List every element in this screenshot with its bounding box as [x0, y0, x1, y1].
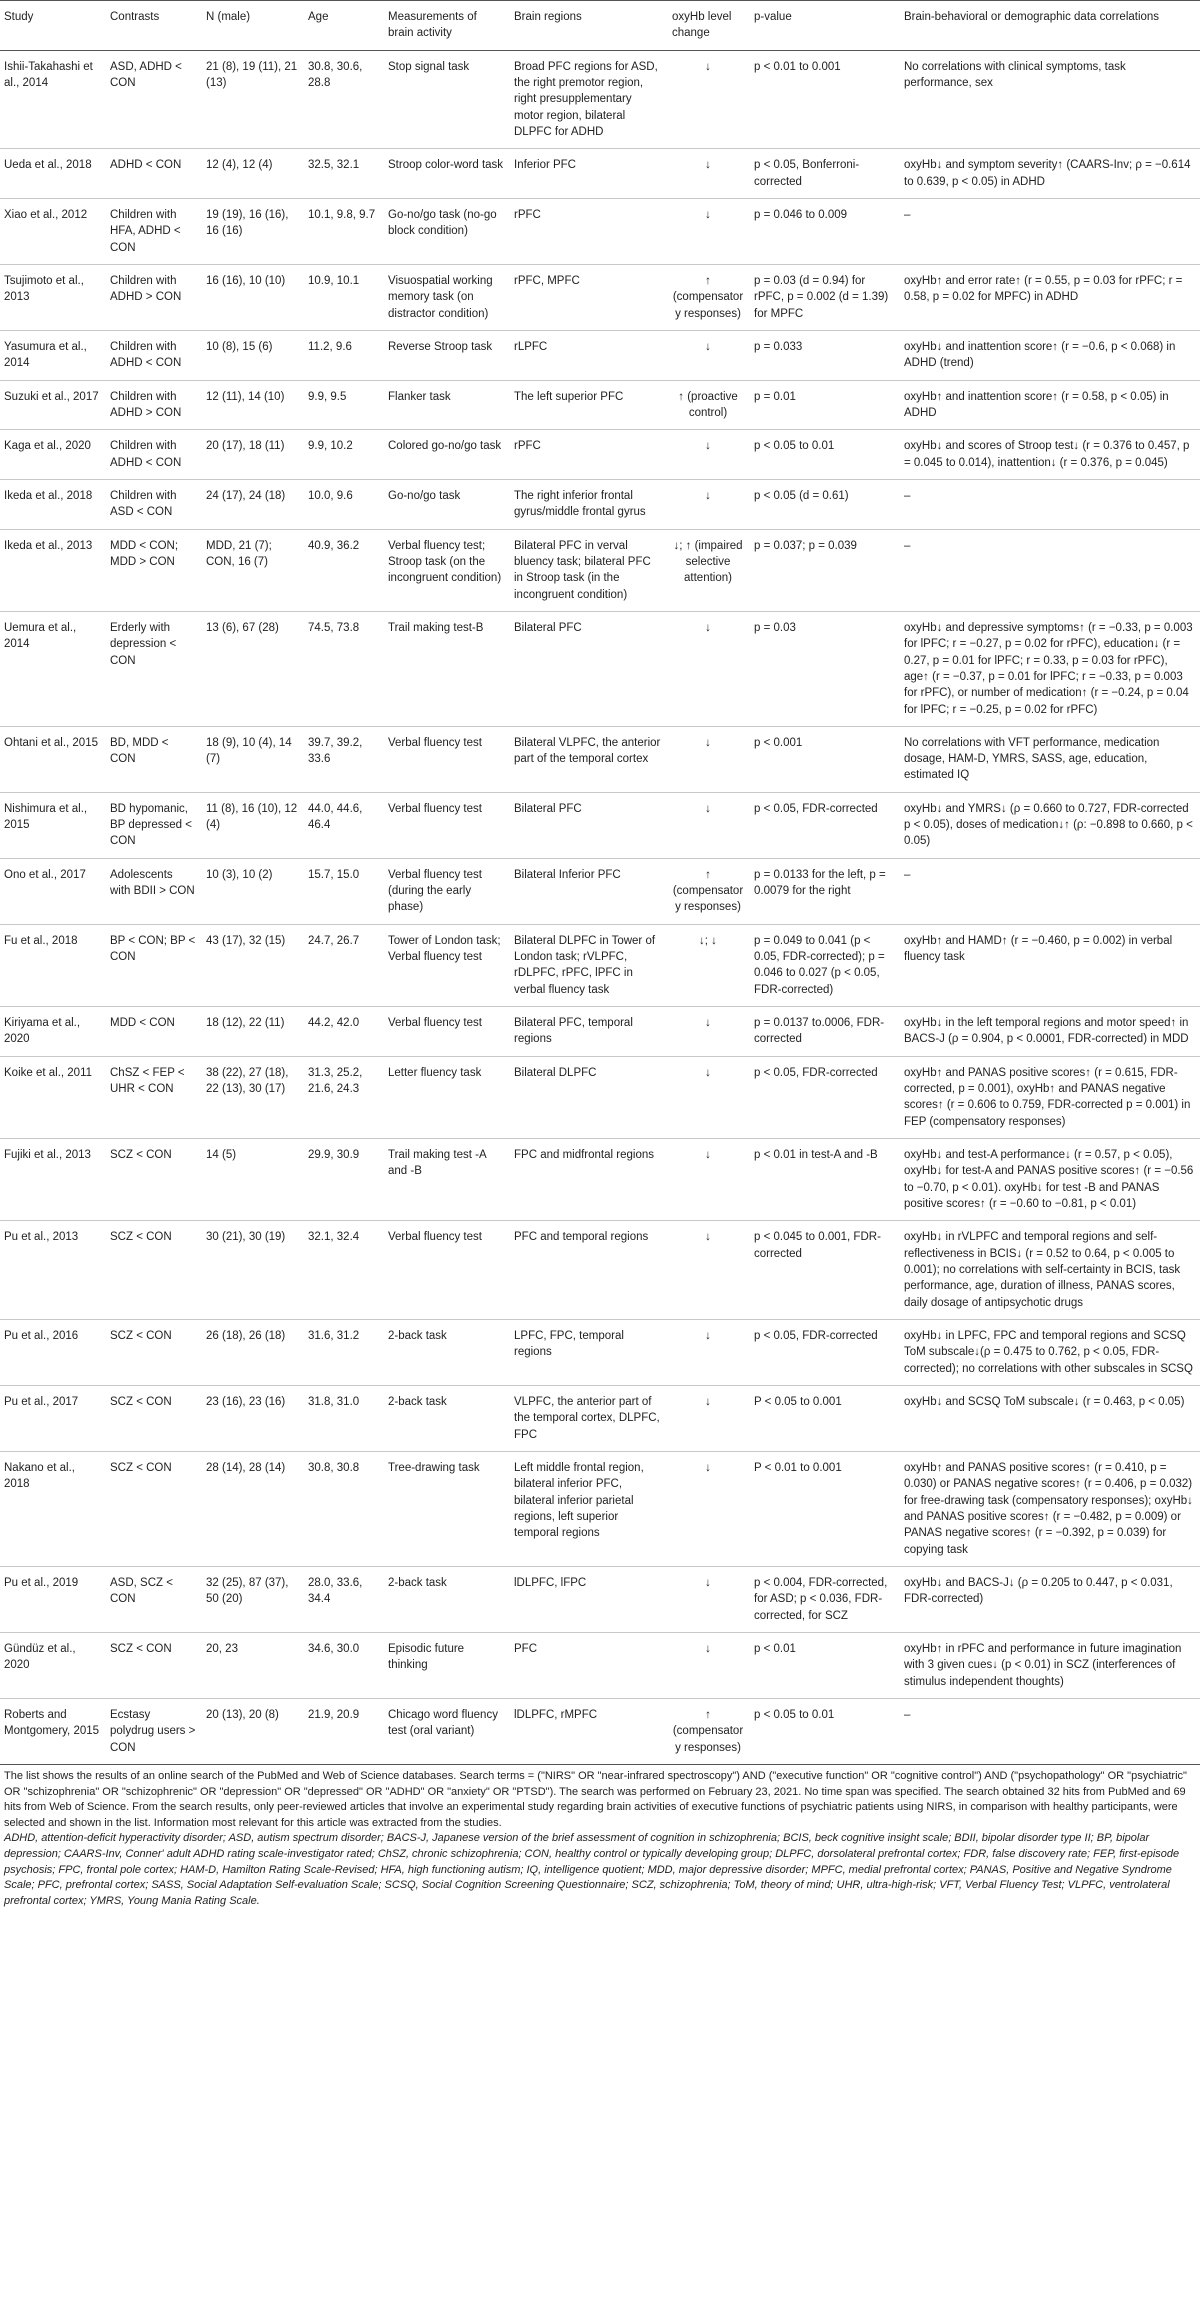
table-row: [0, 1632, 1200, 1698]
cell-n-male: 18 (12), 22 (11): [202, 1007, 304, 1057]
cell-n-male: 30 (21), 30 (19): [202, 1221, 304, 1320]
cell-p-value: P < 0.05 to 0.001: [750, 1386, 900, 1452]
cell-contrasts: Children with ASD < CON: [106, 479, 202, 529]
cell-correlations: oxyHb↑ and inattention score↑ (r = 0.58, p < 0.05) in ADHD: [900, 380, 1200, 430]
cell-p-value: p = 0.03: [750, 611, 900, 726]
cell-age: 30.8, 30.6, 28.8: [304, 50, 384, 149]
cell-p-value: p < 0.045 to 0.001, FDR-corrected: [750, 1221, 900, 1320]
cell-n-male: 26 (18), 26 (18): [202, 1320, 304, 1386]
cell-measurement: Stroop color-word task: [384, 149, 510, 199]
cell-correlations: oxyHb↑ and error rate↑ (r = 0.55, p = 0.03 for rPFC; r = 0.58, p = 0.02 for MPFC) in ADHD: [900, 264, 1200, 330]
cell-correlations: oxyHb↓ and inattention score↑ (r = −0.6, p < 0.068) in ADHD (trend): [900, 330, 1200, 380]
cell-age: 21.9, 20.9: [304, 1698, 384, 1764]
cell-brain-regions: Inferior PFC: [510, 149, 668, 199]
cell-contrasts: SCZ < CON: [106, 1451, 202, 1566]
cell-study: Kaga et al., 2020: [0, 430, 106, 480]
cell-brain-regions: rPFC, MPFC: [510, 264, 668, 330]
cell-correlations: oxyHb↓ in rVLPFC and temporal regions and self-reflectiveness in BCIS↓ (r = 0.52 to 0.64, p < 0.005 to 0.001); no correlations with self-certainty in BCIS, task performance, age, duration of illness, PANAS scores, daily dosage of antipsychotic drugs: [900, 1221, 1200, 1320]
header-correlations: Brain-behavioral or demographic data correlations: [900, 1, 1200, 51]
cell-oxyhb: ↑ (compensatory responses): [668, 264, 750, 330]
cell-p-value: p = 0.049 to 0.041 (p < 0.05, FDR-corrected); p = 0.046 to 0.027 (p < 0.05, FDR-corrected): [750, 924, 900, 1006]
table-row: [0, 1698, 1200, 1764]
cell-p-value: p = 0.037; p = 0.039: [750, 529, 900, 611]
cell-measurement: Go-no/go task: [384, 479, 510, 529]
cell-brain-regions: Bilateral PFC in verval bluency task; bilateral PFC in Stroop task (in the incongruent condition): [510, 529, 668, 611]
cell-p-value: p < 0.05, FDR-corrected: [750, 1320, 900, 1386]
cell-n-male: 20 (17), 18 (11): [202, 430, 304, 480]
cell-brain-regions: lDLPFC, lFPC: [510, 1566, 668, 1632]
cell-study: Gündüz et al., 2020: [0, 1632, 106, 1698]
cell-age: 34.6, 30.0: [304, 1632, 384, 1698]
cell-correlations: No correlations with clinical symptoms, task performance, sex: [900, 50, 1200, 149]
cell-contrasts: Children with ADHD > CON: [106, 264, 202, 330]
cell-brain-regions: Bilateral PFC: [510, 611, 668, 726]
header-row: [0, 1, 1200, 51]
cell-n-male: 16 (16), 10 (10): [202, 264, 304, 330]
cell-brain-regions: The left superior PFC: [510, 380, 668, 430]
cell-brain-regions: Bilateral Inferior PFC: [510, 858, 668, 924]
table-row: [0, 430, 1200, 480]
header-brain-regions: Brain regions: [510, 1, 668, 51]
cell-measurement: 2-back task: [384, 1320, 510, 1386]
cell-p-value: p < 0.01 in test-A and -B: [750, 1139, 900, 1221]
cell-contrasts: SCZ < CON: [106, 1632, 202, 1698]
cell-brain-regions: The right inferior frontal gyrus/middle frontal gyrus: [510, 479, 668, 529]
cell-measurement: Verbal fluency test: [384, 1221, 510, 1320]
cell-contrasts: BP < CON; BP < CON: [106, 924, 202, 1006]
cell-n-male: 28 (14), 28 (14): [202, 1451, 304, 1566]
header-oxyhb: oxyHb level change: [668, 1, 750, 51]
table-row: [0, 858, 1200, 924]
cell-contrasts: ADHD < CON: [106, 149, 202, 199]
cell-contrasts: ChSZ < FEP < UHR < CON: [106, 1056, 202, 1138]
cell-measurement: Verbal fluency test; Stroop task (on the incongruent condition): [384, 529, 510, 611]
cell-oxyhb: ↓: [668, 792, 750, 858]
cell-brain-regions: Broad PFC regions for ASD, the right premotor region, right presupplementary motor region, bilateral DLPFC for ADHD: [510, 50, 668, 149]
cell-p-value: p = 0.0137 to.0006, FDR-corrected: [750, 1007, 900, 1057]
cell-study: Uemura et al., 2014: [0, 611, 106, 726]
cell-p-value: p < 0.01 to 0.001: [750, 50, 900, 149]
cell-measurement: Stop signal task: [384, 50, 510, 149]
cell-study: Yasumura et al., 2014: [0, 330, 106, 380]
cell-correlations: oxyHb↓ in the left temporal regions and motor speed↑ in BACS-J (ρ = 0.904, p < 0.0001, FDR-corrected) in MDD: [900, 1007, 1200, 1057]
cell-correlations: No correlations with VFT performance, medication dosage, HAM-D, YMRS, SASS, age, education, estimated IQ: [900, 726, 1200, 792]
cell-study: Fu et al., 2018: [0, 924, 106, 1006]
cell-oxyhb: ↓: [668, 1632, 750, 1698]
cell-study: Xiao et al., 2012: [0, 198, 106, 264]
table-row: [0, 1007, 1200, 1057]
cell-n-male: MDD, 21 (7); CON, 16 (7): [202, 529, 304, 611]
cell-p-value: p < 0.05, FDR-corrected: [750, 1056, 900, 1138]
cell-contrasts: SCZ < CON: [106, 1139, 202, 1221]
cell-measurement: Verbal fluency test: [384, 792, 510, 858]
cell-age: 40.9, 36.2: [304, 529, 384, 611]
cell-brain-regions: FPC and midfrontal regions: [510, 1139, 668, 1221]
table-row: [0, 50, 1200, 149]
cell-n-male: 38 (22), 27 (18), 22 (13), 30 (17): [202, 1056, 304, 1138]
table-row: [0, 1386, 1200, 1452]
cell-p-value: p < 0.01: [750, 1632, 900, 1698]
cell-measurement: 2-back task: [384, 1566, 510, 1632]
cell-measurement: Tree-drawing task: [384, 1451, 510, 1566]
cell-n-male: 19 (19), 16 (16), 16 (16): [202, 198, 304, 264]
cell-oxyhb: ↓: [668, 1451, 750, 1566]
cell-brain-regions: Bilateral DLPFC: [510, 1056, 668, 1138]
cell-brain-regions: rPFC: [510, 430, 668, 480]
cell-n-male: 12 (4), 12 (4): [202, 149, 304, 199]
cell-n-male: 20, 23: [202, 1632, 304, 1698]
cell-contrasts: Ecstasy polydrug users > CON: [106, 1698, 202, 1764]
cell-correlations: –: [900, 198, 1200, 264]
cell-n-male: 18 (9), 10 (4), 14 (7): [202, 726, 304, 792]
cell-study: Tsujimoto et al., 2013: [0, 264, 106, 330]
cell-age: 32.1, 32.4: [304, 1221, 384, 1320]
table-row: [0, 611, 1200, 726]
table-row: [0, 380, 1200, 430]
cell-study: Roberts and Montgomery, 2015: [0, 1698, 106, 1764]
cell-p-value: p < 0.05, Bonferroni-corrected: [750, 149, 900, 199]
cell-oxyhb: ↓: [668, 1139, 750, 1221]
cell-brain-regions: LPFC, FPC, temporal regions: [510, 1320, 668, 1386]
cell-correlations: oxyHb↓ and YMRS↓ (ρ = 0.660 to 0.727, FDR-corrected p < 0.05), doses of medication↓↑ (ρ: −0.898 to 0.660, p < 0.05): [900, 792, 1200, 858]
cell-n-male: 12 (11), 14 (10): [202, 380, 304, 430]
cell-age: 15.7, 15.0: [304, 858, 384, 924]
header-measurements: Measurements of brain activity: [384, 1, 510, 51]
header-n-male: N (male): [202, 1, 304, 51]
cell-oxyhb: ↓: [668, 1386, 750, 1452]
cell-n-male: 10 (8), 15 (6): [202, 330, 304, 380]
cell-brain-regions: Bilateral DLPFC in Tower of London task; rVLPFC, rDLPFC, rPFC, lPFC in verbal fluency task: [510, 924, 668, 1006]
table-row: [0, 479, 1200, 529]
table-row: [0, 726, 1200, 792]
cell-p-value: p = 0.033: [750, 330, 900, 380]
cell-p-value: p = 0.0133 for the left, p = 0.0079 for the right: [750, 858, 900, 924]
cell-study: Fujiki et al., 2013: [0, 1139, 106, 1221]
cell-study: Kiriyama et al., 2020: [0, 1007, 106, 1057]
cell-correlations: oxyHb↓ in LPFC, FPC and temporal regions and SCSQ ToM subscale↓(ρ = 0.475 to 0.762, p < 0.05, FDR-corrected); no correlations with other subscales in SCSQ: [900, 1320, 1200, 1386]
cell-p-value: p < 0.05, FDR-corrected: [750, 792, 900, 858]
cell-study: Ikeda et al., 2018: [0, 479, 106, 529]
cell-age: 9.9, 9.5: [304, 380, 384, 430]
header-age: Age: [304, 1, 384, 51]
table-row: [0, 1566, 1200, 1632]
cell-n-male: 43 (17), 32 (15): [202, 924, 304, 1006]
table-row: [0, 1451, 1200, 1566]
cell-p-value: p < 0.05 to 0.01: [750, 1698, 900, 1764]
cell-oxyhb: ↓: [668, 611, 750, 726]
cell-age: 9.9, 10.2: [304, 430, 384, 480]
table-row: [0, 1221, 1200, 1320]
cell-contrasts: Erderly with depression < CON: [106, 611, 202, 726]
cell-study: Ikeda et al., 2013: [0, 529, 106, 611]
cell-age: 10.1, 9.8, 9.7: [304, 198, 384, 264]
cell-study: Koike et al., 2011: [0, 1056, 106, 1138]
cell-p-value: p < 0.05 (d = 0.61): [750, 479, 900, 529]
cell-age: 29.9, 30.9: [304, 1139, 384, 1221]
cell-oxyhb: ↓: [668, 50, 750, 149]
cell-correlations: –: [900, 1698, 1200, 1764]
cell-measurement: Reverse Stroop task: [384, 330, 510, 380]
cell-age: 30.8, 30.8: [304, 1451, 384, 1566]
cell-oxyhb: ↑ (proactive control): [668, 380, 750, 430]
cell-age: 10.0, 9.6: [304, 479, 384, 529]
table-row: [0, 198, 1200, 264]
cell-correlations: oxyHb↓ and depressive symptoms↑ (r = −0.33, p = 0.003 for lPFC; r = −0.27, p = 0.02 for rPFC), education↓ (r = 0.27, p = 0.01 for lPFC; r = 0.33, p = 0.03 for rPFC), age↑ (r = −0.37, p = 0.01 for lPFC; r = −0.33, p = 0.003 for rPFC), or number of medication↑ (r = −0.24, p = 0.04 for lPFC; r = −0.25, p = 0.02 for rPFC): [900, 611, 1200, 726]
cell-p-value: p = 0.046 to 0.009: [750, 198, 900, 264]
cell-correlations: oxyHb↑ and HAMD↑ (r = −0.460, p = 0.002) in verbal fluency task: [900, 924, 1200, 1006]
cell-study: Ueda et al., 2018: [0, 149, 106, 199]
cell-oxyhb: ↓: [668, 1007, 750, 1057]
cell-measurement: Chicago word fluency test (oral variant): [384, 1698, 510, 1764]
table-row: [0, 1320, 1200, 1386]
cell-oxyhb: ↑ (compensatory responses): [668, 1698, 750, 1764]
cell-study: Pu et al., 2019: [0, 1566, 106, 1632]
cell-study: Ono et al., 2017: [0, 858, 106, 924]
cell-brain-regions: Bilateral PFC, temporal regions: [510, 1007, 668, 1057]
cell-measurement: Colored go-no/go task: [384, 430, 510, 480]
cell-brain-regions: lDLPFC, rMPFC: [510, 1698, 668, 1764]
cell-correlations: –: [900, 529, 1200, 611]
cell-measurement: Trail making test -A and -B: [384, 1139, 510, 1221]
cell-age: 31.3, 25.2, 21.6, 24.3: [304, 1056, 384, 1138]
cell-n-male: 13 (6), 67 (28): [202, 611, 304, 726]
cell-n-male: 23 (16), 23 (16): [202, 1386, 304, 1452]
cell-measurement: Verbal fluency test: [384, 726, 510, 792]
cell-contrasts: ASD, ADHD < CON: [106, 50, 202, 149]
cell-correlations: oxyHb↓ and symptom severity↑ (CAARS-Inv; ρ = −0.614 to 0.639, p < 0.05) in ADHD: [900, 149, 1200, 199]
cell-oxyhb: ↓; ↓: [668, 924, 750, 1006]
cell-measurement: 2-back task: [384, 1386, 510, 1452]
cell-study: Ishii-Takahashi et al., 2014: [0, 50, 106, 149]
cell-n-male: 32 (25), 87 (37), 50 (20): [202, 1566, 304, 1632]
notes-abbreviations: ADHD, attention-deficit hyperactivity disorder; ASD, autism spectrum disorder; BACS-J, Japanese version of the brief assessment of cognition in schizophrenia; BCIS, beck cognitive insight scale; BDII, bipolar disorder type II; BP, bipolar depression; CAARS-Inv, Conner' adult ADHD rating scale-investigator rated; ChSZ, chronic schizophrenia; CON, healthy control or typically developing group; DLPFC, dorsolateral prefrontal cortex; FDR, false discovery rate; FEP, first-episode psychosis; FPC, frontal pole cortex; HAM-D, Hamilton Rating Scale-Revised; HFA, high functioning autism; IQ, intelligence quotient; MDD, major depressive disorder; MPFC, medial prefrontal cortex; PANAS, Positive and Negative Syndrome Scale; PFC, prefrontal cortex; SASS, Social Adaptation Self-evaluation Scale; SCSQ, Social Cognition Screening Questionnaire; SCZ, schizophrenia; ToM, theory of mind; UHR, ultra-high-risk; VFT, Verbal Fluency Test; VLPFC, ventrolateral prefrontal cortex; YMRS, Young Mania Rating Scale.: [4, 1832, 1180, 1907]
cell-contrasts: SCZ < CON: [106, 1386, 202, 1452]
cell-oxyhb: ↓: [668, 149, 750, 199]
cell-contrasts: MDD < CON; MDD > CON: [106, 529, 202, 611]
cell-contrasts: Children with ADHD < CON: [106, 430, 202, 480]
cell-correlations: oxyHb↑ and PANAS positive scores↑ (r = 0.615, FDR-corrected, p = 0.001), oxyHb↑ and PANAS negative scores↑ (r = 0.606 to 0.759, FDR-corrected p = 0.001) in FEP (compensatory responses): [900, 1056, 1200, 1138]
header-p-value: p-value: [750, 1, 900, 51]
header-study: Study: [0, 1, 106, 51]
cell-age: 32.5, 32.1: [304, 149, 384, 199]
cell-oxyhb: ↓: [668, 430, 750, 480]
cell-age: 31.8, 31.0: [304, 1386, 384, 1452]
cell-p-value: p = 0.01: [750, 380, 900, 430]
cell-contrasts: BD hypomanic, BP depressed < CON: [106, 792, 202, 858]
cell-age: 44.2, 42.0: [304, 1007, 384, 1057]
cell-contrasts: Children with ADHD < CON: [106, 330, 202, 380]
cell-measurement: Tower of London task; Verbal fluency test: [384, 924, 510, 1006]
cell-measurement: Visuospatial working memory task (on distractor condition): [384, 264, 510, 330]
cell-oxyhb: ↓: [668, 330, 750, 380]
cell-p-value: p < 0.004, FDR-corrected, for ASD; p < 0.036, FDR-corrected, for SCZ: [750, 1566, 900, 1632]
cell-contrasts: Children with HFA, ADHD < CON: [106, 198, 202, 264]
cell-age: 74.5, 73.8: [304, 611, 384, 726]
cell-correlations: oxyHb↓ and test-A performance↓ (r = 0.57, p < 0.05), oxyHb↓ for test-A and PANAS positive scores↑ (r = −0.56 to −0.70, p < 0.01). oxyHb↓ for test -B and PANAS positive scores↑ (r = −0.60 to −0.81, p < 0.01): [900, 1139, 1200, 1221]
cell-n-male: 11 (8), 16 (10), 12 (4): [202, 792, 304, 858]
cell-study: Pu et al., 2016: [0, 1320, 106, 1386]
cell-correlations: oxyHb↑ in rPFC and performance in future imagination with 3 given cues↓ (p < 0.01) in SCZ (interferences of stimulus independent thoughts): [900, 1632, 1200, 1698]
cell-oxyhb: ↓: [668, 1320, 750, 1386]
table-row: [0, 1056, 1200, 1138]
cell-age: 11.2, 9.6: [304, 330, 384, 380]
cell-n-male: 20 (13), 20 (8): [202, 1698, 304, 1764]
cell-oxyhb: ↑ (compensatory responses): [668, 858, 750, 924]
cell-age: 10.9, 10.1: [304, 264, 384, 330]
table-row: [0, 529, 1200, 611]
cell-oxyhb: ↓: [668, 198, 750, 264]
cell-oxyhb: ↓: [668, 726, 750, 792]
cell-contrasts: ASD, SCZ < CON: [106, 1566, 202, 1632]
cell-p-value: p < 0.05 to 0.01: [750, 430, 900, 480]
cell-n-male: 10 (3), 10 (2): [202, 858, 304, 924]
cell-contrasts: SCZ < CON: [106, 1221, 202, 1320]
cell-measurement: Letter fluency task: [384, 1056, 510, 1138]
cell-age: 28.0, 33.6, 34.4: [304, 1566, 384, 1632]
cell-contrasts: Children with ADHD > CON: [106, 380, 202, 430]
table-body: [0, 50, 1200, 1764]
notes-main: The list shows the results of an online search of the PubMed and Web of Science databases. Search terms = ("NIRS" OR "near-infrared spectroscopy") AND ("executive function" OR "cognitive control") AND ("psychopathology" OR "psychiatric" OR "schizophrenia" OR "schizophrenic" OR "depression" OR "depressed" OR "ADHD" OR "anxiety" OR "PTSD"). The search was performed on February 23, 2021. No time span was specified. The search obtained 32 hits from PubMed and 69 hits from Web of Science. From the search results, only peer-reviewed articles that involve an experimental study regarding brain activities of executive functions of psychiatric patients using NIRS, in comparison with healthy participants, were selected and shown in the list. Information most relevant for this article was extracted from the studies.: [4, 1769, 1187, 1829]
cell-measurement: Verbal fluency test: [384, 1007, 510, 1057]
cell-correlations: oxyHb↓ and SCSQ ToM subscale↓ (r = 0.463, p < 0.05): [900, 1386, 1200, 1452]
cell-correlations: oxyHb↓ and scores of Stroop test↓ (r = 0.376 to 0.457, p = 0.045 to 0.014), inattention↓ (r = 0.376, p = 0.045): [900, 430, 1200, 480]
cell-oxyhb: ↓: [668, 1056, 750, 1138]
cell-correlations: –: [900, 479, 1200, 529]
cell-n-male: 21 (8), 19 (11), 21 (13): [202, 50, 304, 149]
cell-oxyhb: ↓; ↑ (impaired selective attention): [668, 529, 750, 611]
cell-correlations: oxyHb↓ and BACS-J↓ (ρ = 0.205 to 0.447, p < 0.031, FDR-corrected): [900, 1566, 1200, 1632]
cell-contrasts: SCZ < CON: [106, 1320, 202, 1386]
cell-age: 31.6, 31.2: [304, 1320, 384, 1386]
cell-age: 39.7, 39.2, 33.6: [304, 726, 384, 792]
cell-study: Pu et al., 2017: [0, 1386, 106, 1452]
cell-p-value: p < 0.001: [750, 726, 900, 792]
cell-oxyhb: ↓: [668, 479, 750, 529]
table-row: [0, 924, 1200, 1006]
table-row: [0, 792, 1200, 858]
cell-measurement: Trail making test-B: [384, 611, 510, 726]
cell-contrasts: MDD < CON: [106, 1007, 202, 1057]
cell-brain-regions: rPFC: [510, 198, 668, 264]
cell-age: 44.0, 44.6, 46.4: [304, 792, 384, 858]
cell-brain-regions: Bilateral PFC: [510, 792, 668, 858]
cell-contrasts: Adolescents with BDII > CON: [106, 858, 202, 924]
table-row: [0, 264, 1200, 330]
cell-study: Pu et al., 2013: [0, 1221, 106, 1320]
cell-p-value: p = 0.03 (d = 0.94) for rPFC, p = 0.002 (d = 1.39) for MPFC: [750, 264, 900, 330]
cell-study: Nakano et al., 2018: [0, 1451, 106, 1566]
cell-p-value: P < 0.01 to 0.001: [750, 1451, 900, 1566]
cell-study: Suzuki et al., 2017: [0, 380, 106, 430]
cell-measurement: Verbal fluency test (during the early phase): [384, 858, 510, 924]
cell-oxyhb: ↓: [668, 1221, 750, 1320]
cell-measurement: Go-no/go task (no-go block condition): [384, 198, 510, 264]
table-row: [0, 149, 1200, 199]
cell-contrasts: BD, MDD < CON: [106, 726, 202, 792]
cell-correlations: oxyHb↑ and PANAS positive scores↑ (r = 0.410, p = 0.030) or PANAS negative scores↑ (r = 0.406, p = 0.032) for free-drawing task (compensatory responses); oxyHb↓ and PANAS positive scores↑ (r = −0.482, p = 0.009) or PANAS negative scores↑ (r = −0.392, p = 0.039) for copying task: [900, 1451, 1200, 1566]
cell-brain-regions: Bilateral VLPFC, the anterior part of the temporal cortex: [510, 726, 668, 792]
table-row: [0, 330, 1200, 380]
cell-n-male: 14 (5): [202, 1139, 304, 1221]
table-header: [0, 1, 1200, 51]
table-row: [0, 1139, 1200, 1221]
cell-correlations: –: [900, 858, 1200, 924]
cell-brain-regions: PFC: [510, 1632, 668, 1698]
table-notes: [0, 1765, 1200, 1909]
cell-measurement: Episodic future thinking: [384, 1632, 510, 1698]
cell-brain-regions: PFC and temporal regions: [510, 1221, 668, 1320]
header-contrasts: Contrasts: [106, 1, 202, 51]
cell-age: 24.7, 26.7: [304, 924, 384, 1006]
cell-measurement: Flanker task: [384, 380, 510, 430]
cell-n-male: 24 (17), 24 (18): [202, 479, 304, 529]
cell-brain-regions: rLPFC: [510, 330, 668, 380]
cell-brain-regions: VLPFC, the anterior part of the temporal cortex, DLPFC, FPC: [510, 1386, 668, 1452]
cell-brain-regions: Left middle frontal region, bilateral inferior PFC, bilateral inferior parietal regions, left superior temporal regions: [510, 1451, 668, 1566]
cell-oxyhb: ↓: [668, 1566, 750, 1632]
cell-study: Ohtani et al., 2015: [0, 726, 106, 792]
cell-study: Nishimura et al., 2015: [0, 792, 106, 858]
